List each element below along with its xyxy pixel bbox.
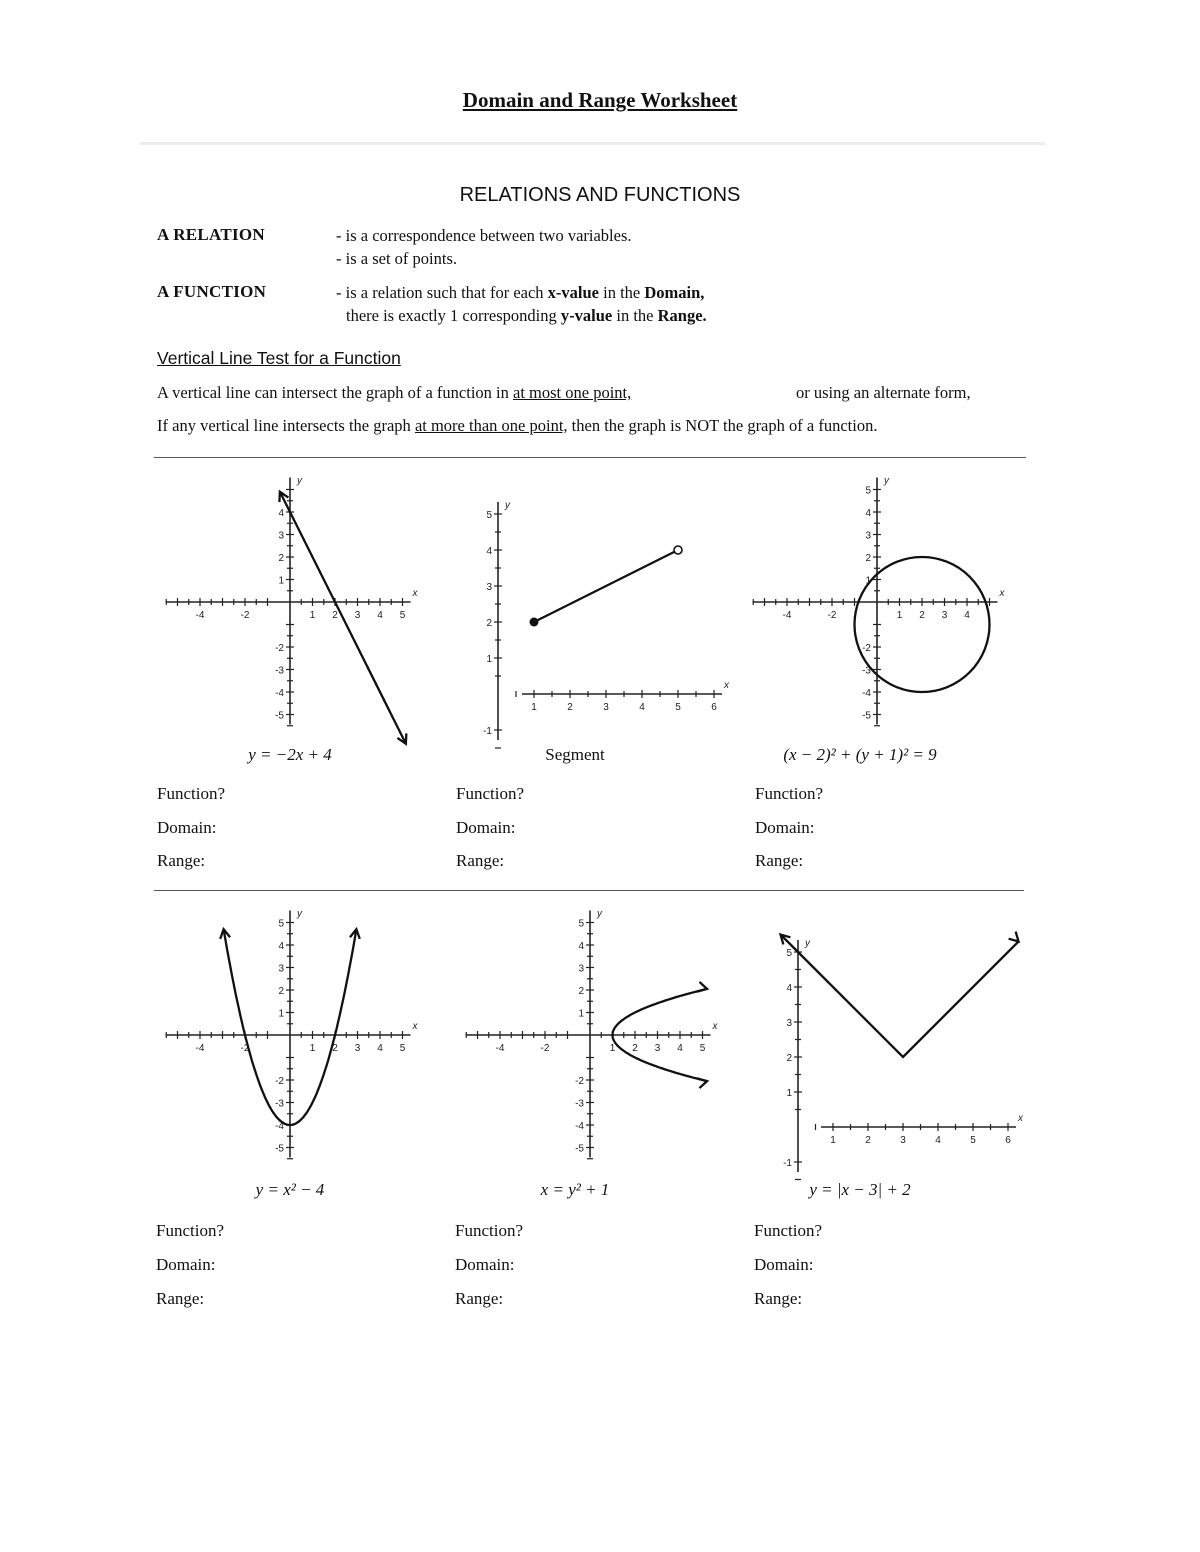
range-question-1: Range: [157, 851, 206, 870]
x-tick-label: -4 [195, 610, 205, 621]
x-tick-label: 3 [941, 610, 948, 621]
graph-parabola [150, 895, 430, 1185]
caption-graph-4: y = x² − 4 [255, 1180, 325, 1199]
x-tick-label: 1 [896, 610, 903, 621]
range-question-5: Range: [455, 1289, 504, 1308]
graph-sideways-parabola [450, 895, 740, 1185]
y-tick-label: 3 [578, 963, 584, 975]
y-tick-label: 5 [486, 510, 492, 521]
y-tick-label: 1 [278, 575, 284, 587]
top-divider [140, 142, 1045, 145]
y-tick-label: -3 [275, 665, 284, 677]
y-tick-label: 2 [578, 986, 584, 997]
y-axis-label: y [805, 938, 810, 949]
section-heading: RELATIONS AND FUNCTIONS [459, 184, 741, 206]
domain-question-2: Domain: [456, 818, 516, 837]
y-tick-label: 4 [578, 941, 584, 952]
line-y-equals-neg2x-plus4 [280, 492, 406, 744]
function-question-2: Function? [456, 784, 524, 803]
y-tick-label: -2 [275, 643, 284, 654]
y-tick-label: 3 [865, 530, 871, 542]
x-tick-label: 4 [377, 1043, 383, 1054]
x-tick-label: 1 [309, 1043, 316, 1054]
x-tick-label: -4 [195, 1043, 205, 1054]
closed-endpoint [530, 618, 538, 626]
x-axis-label: x [712, 1021, 718, 1032]
range-question-3: Range: [755, 851, 804, 870]
caption-graph-3: (x − 2)² + (y + 1)² = 9 [783, 745, 937, 764]
divider-2 [154, 890, 1024, 891]
x-tick-label: 4 [964, 610, 970, 621]
y-axis-label: y [297, 908, 302, 920]
x-tick-label: 4 [377, 610, 383, 621]
y-tick-label: -4 [862, 688, 871, 699]
y-tick-label: -3 [862, 665, 871, 677]
open-endpoint [674, 546, 682, 554]
y-tick-label: 4 [486, 546, 492, 557]
y-tick-label: -5 [275, 710, 284, 722]
x-tick-label: 5 [675, 702, 681, 713]
y-tick-label: -3 [575, 1098, 584, 1110]
function-question-1: Function? [157, 784, 225, 803]
y-tick-label: 5 [578, 918, 584, 930]
x-tick-label: -2 [540, 1043, 550, 1054]
y-tick-label: 4 [278, 941, 284, 952]
y-tick-label: 2 [278, 553, 284, 564]
x-axis-label: x [724, 680, 729, 691]
x-tick-label: 2 [332, 1043, 338, 1054]
graph-absolute-value [750, 895, 1040, 1185]
caption-graph-5: x = y² + 1 [540, 1180, 610, 1199]
caption-graph-2: Segment [545, 745, 605, 764]
vlt-paragraph-1: A vertical line can intersect the graph of a function in at most one point, [157, 383, 632, 402]
domain-question-3: Domain: [755, 818, 815, 837]
divider-1 [154, 457, 1026, 458]
x-tick-label: 2 [332, 610, 338, 621]
y-tick-label: 1 [786, 1088, 792, 1099]
function-question-5: Function? [455, 1221, 523, 1240]
x-tick-label: 6 [711, 702, 717, 713]
y-tick-label: -1 [483, 726, 492, 737]
vlt-paragraph-1-alt: or using an alternate form, [796, 383, 971, 402]
arrow-head [1009, 932, 1019, 942]
x-tick-label: 3 [654, 1043, 661, 1054]
caption-graph-1: y = −2x + 4 [248, 745, 332, 764]
x-tick-label: 2 [567, 702, 573, 713]
x-tick-label: 4 [639, 702, 645, 713]
x-tick-label: 1 [309, 610, 316, 621]
y-tick-label: 5 [786, 948, 792, 959]
y-tick-label: 1 [278, 1008, 284, 1020]
range-question-4: Range: [156, 1289, 205, 1308]
y-tick-label: 1 [486, 654, 492, 665]
y-tick-label: 5 [865, 485, 871, 497]
domain-question-1: Domain: [157, 818, 217, 837]
domain-question-4: Domain: [156, 1255, 216, 1274]
y-tick-label: -5 [275, 1143, 284, 1155]
y-tick-label: 4 [786, 983, 792, 994]
x-tick-label: 6 [1005, 1135, 1011, 1146]
relation-definition [336, 224, 632, 270]
range-question-2: Range: [456, 851, 505, 870]
x-axis-label: x [412, 588, 418, 599]
y-tick-label: 2 [786, 1053, 792, 1064]
y-tick-label: 3 [486, 582, 492, 593]
y-tick-label: 1 [578, 1008, 584, 1020]
x-tick-label: 5 [970, 1135, 976, 1146]
absolute-value-curve [781, 935, 1019, 1058]
function-line-2: there is exactly 1 corresponding y-value in the Range. [346, 306, 707, 325]
x-tick-label: 3 [354, 610, 361, 621]
domain-question-5: Domain: [455, 1255, 515, 1274]
x-tick-label: 1 [609, 1043, 616, 1054]
x-tick-label: 2 [865, 1135, 871, 1146]
x-tick-label: -2 [240, 1043, 250, 1054]
y-tick-label: 1 [865, 575, 871, 587]
y-tick-label: -2 [275, 1076, 284, 1087]
x-tick-label: -4 [495, 1043, 505, 1054]
function-term: A FUNCTION [157, 282, 267, 301]
relation-line-2: - is a set of points. [336, 249, 457, 268]
x-tick-label: 5 [399, 1043, 406, 1054]
domain-question-6: Domain: [754, 1255, 814, 1274]
x-tick-label: 3 [354, 1043, 361, 1054]
y-tick-label: 3 [786, 1018, 792, 1029]
x-tick-label: 2 [632, 1043, 638, 1054]
vertical-line-test-heading: Vertical Line Test for a Function [157, 348, 401, 368]
y-tick-label: -4 [575, 1121, 584, 1132]
y-tick-label: -5 [862, 710, 871, 722]
y-tick-label: -4 [275, 688, 284, 699]
y-tick-label: 2 [486, 618, 492, 629]
x-tick-label: -2 [827, 610, 837, 621]
x-tick-label: -4 [782, 610, 792, 621]
caption-graph-6: y = |x − 3| + 2 [809, 1180, 911, 1199]
function-question-6: Function? [754, 1221, 822, 1240]
graph-segment [450, 462, 740, 752]
y-tick-label: 2 [865, 553, 871, 564]
y-axis-label: y [297, 475, 302, 487]
y-tick-label: -5 [575, 1143, 584, 1155]
range-question-6: Range: [754, 1289, 803, 1308]
relation-line-1: - is a correspondence between two variables. [336, 226, 632, 245]
vlt-paragraph-2: If any vertical line intersects the graph at more than one point, then the graph is NOT the graph of a function. [157, 416, 878, 435]
x-tick-label: 4 [677, 1043, 683, 1054]
segment-line [534, 550, 678, 622]
y-axis-label: y [597, 908, 602, 920]
arrow-head [697, 1078, 707, 1088]
function-definition [336, 281, 707, 327]
arrow-head [697, 982, 707, 992]
y-axis-label: y [505, 500, 510, 511]
graph-circle [750, 462, 1030, 752]
x-axis-label: x [412, 1021, 418, 1032]
y-tick-label: 4 [865, 508, 871, 519]
y-tick-label: 4 [278, 508, 284, 519]
x-tick-label: 4 [935, 1135, 941, 1146]
function-line-1: - is a relation such that for each x-value in the Domain, [336, 283, 705, 302]
y-tick-label: -2 [575, 1076, 584, 1087]
x-tick-label: 1 [531, 702, 537, 713]
function-question-3: Function? [755, 784, 823, 803]
y-tick-label: -3 [275, 1098, 284, 1110]
y-axis-label: y [884, 475, 889, 487]
y-tick-label: 2 [278, 986, 284, 997]
y-tick-label: 3 [278, 963, 284, 975]
x-tick-label: 5 [399, 610, 406, 621]
y-tick-label: -1 [783, 1158, 792, 1169]
x-tick-label: 3 [603, 702, 609, 713]
y-tick-label: 5 [278, 918, 284, 930]
y-tick-label: -2 [862, 643, 871, 654]
x-tick-label: 3 [900, 1135, 906, 1146]
x-axis-label: x [999, 588, 1005, 599]
y-tick-label: -4 [275, 1121, 284, 1132]
x-tick-label: 5 [699, 1043, 706, 1054]
x-tick-label: 1 [830, 1135, 836, 1146]
page-title: Domain and Range Worksheet [462, 88, 738, 112]
x-tick-label: 2 [919, 610, 925, 621]
x-tick-label: -2 [240, 610, 250, 621]
function-question-4: Function? [156, 1221, 224, 1240]
relation-term: A RELATION [157, 225, 266, 244]
y-tick-label: 3 [278, 530, 284, 542]
graph-linear [150, 462, 430, 752]
x-axis-label: x [1018, 1113, 1023, 1124]
